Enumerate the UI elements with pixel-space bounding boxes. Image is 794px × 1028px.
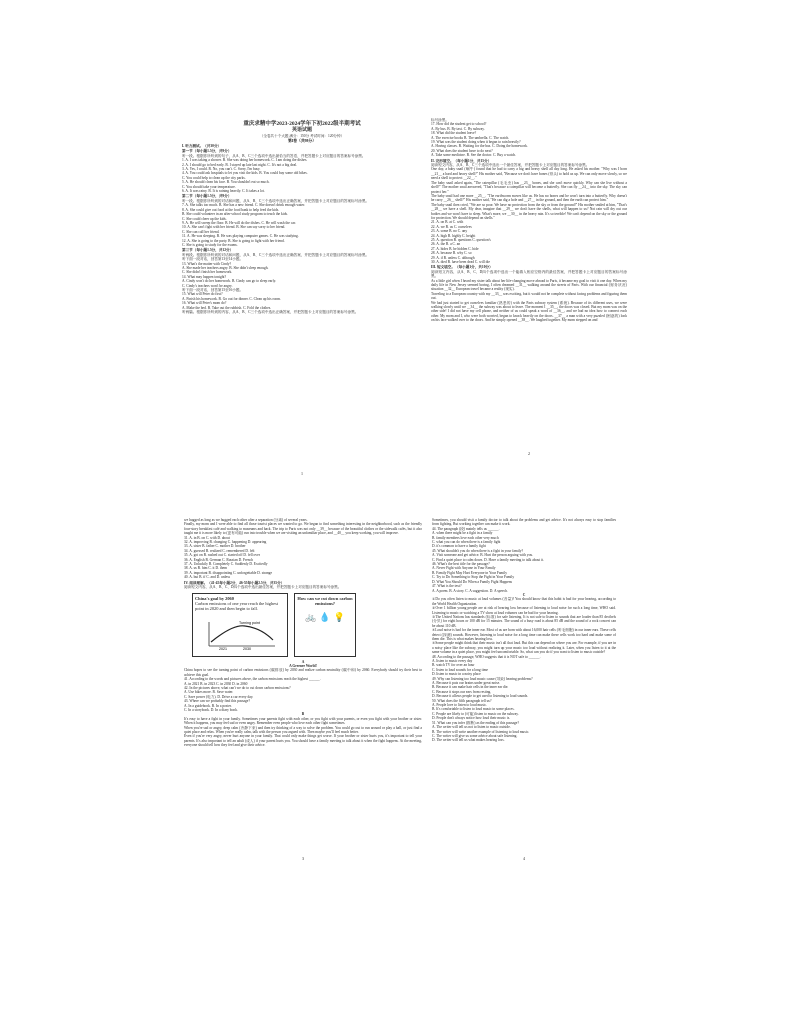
water-drop-icon: 💧 [319, 611, 331, 622]
text-line: 14. What may happen tonight? [182, 274, 227, 279]
text-line: 19. What was the student doing when it began to rain heavily? [431, 140, 521, 145]
text-line: D. listen to music in a noisy place [432, 672, 481, 677]
text-line: 25. A. question B. questions C. question's [431, 237, 491, 242]
text-line: Sometimes, you should visit a family doctor to talk about the problems and get advice. It's not always easy to stop families from fighting. But working together can make it work. [432, 518, 616, 527]
page3-body-top [184, 518, 422, 590]
text-line: The baby snail asked again, "The caterpillar (毛毛虫) has __23__ bones, and she can't move quickly. Why can she live without a shell?" The mother snail answered, "That's because a caterpillar will become a butterfly. She can fly __24__ into the sky. The sky can protect her." [431, 180, 627, 194]
text-line: 11. A. He was sleeping. B. He was playing computer games. C. He was studying. [182, 234, 299, 239]
text-line: One day, a baby snail (蜗牛) found that he had to carry a big and heavy shell all day long. He asked his mother. "Why was I born __21__ a hard and heavy shell?" His mother said, "Because we don't have bones (骨头) to hold us up. We can only move slowly, so we need a shell to protect __22__." [431, 167, 627, 181]
text-line: 15. What will Peter do first? [182, 292, 223, 297]
text-line: A. People love to listen to loud music. [432, 703, 487, 708]
text-line: 13. What's the matter with Cindy? [182, 261, 232, 266]
text-line: 29. A. if B. unless C. although [431, 255, 475, 260]
text-line: C [522, 592, 526, 597]
text-line: C. She can call her friend. [182, 229, 220, 234]
text-line: 42. In the pictures above, what can't we do to cut down carbon emissions? [184, 685, 291, 690]
text-line: A. Never Fight with Anyone in Your Family [432, 566, 496, 571]
text-line: 3. A. Yes, I could. B. No, you can't. C. Sorry, I'm busy. [182, 167, 261, 172]
text-line: 4. A. You could ask hospitals to let you visit the kids. B. You could buy some old bikes. [182, 171, 308, 176]
text-line: C. She could cheer up the kids. [182, 216, 227, 221]
text-line: 33. A. sister B. father C. mother D. brother [184, 544, 246, 549]
text-line: 8. A. She could give out food at the food bank to help feed the kids. [182, 207, 280, 212]
text-line: We had just started to get ourselves familiar (熟悉的) with the Paris subway system (系统). Because of its different uses, we were walking slowly until we __34__ the subway was about to leave. The moment I __35__, the doors was closed. But my mom was on the other side! I did not have my cell phone, and neither of us could speak a word of __36__, and we had no idea how to connect each other. My mom and I, who were both worried, began to knock heavily on the doors. __37__ a man with a very puzzled (困惑的) look on his face walked over to the doors. And he simply opened __38__. We laughed together. My mom stepped on and [431, 300, 627, 323]
text-line: A. listen to music every day [432, 659, 473, 663]
text-line: 37. A. Unluckily B. Completely C. Suddenly D. Excitedly [184, 562, 268, 567]
text-line: A. Take some medicine. B. See the doctor. C. Buy a watch. [431, 153, 517, 158]
text-line: A. Finish his homework. B. Go out for dinner. C. Clean up his room. [182, 296, 281, 301]
text-line: A. Make the bed. B. Take out the rubbish. C. Fold the clothes. [182, 305, 272, 310]
text-line: C. Save power (电力). D. Drive a car every day. [184, 694, 254, 699]
infographic-goal-text: Carbon emissions of one year reach the highest point in 2020 and then begin to fall. [195, 600, 279, 611]
text-line: 听一段。根据你所听到的句子，从A、B、C三个选项中选出最恰当的答语，并把答题卡上对应题目的答案标号涂黑。 [182, 153, 366, 158]
page-number: 1 [301, 470, 303, 476]
page3-body-bottom [184, 660, 422, 748]
text-line: A. By bus. B. By taxi. C. By subway. [431, 126, 485, 131]
text-line: 第二节（每小题1.5分，共9分） [182, 194, 232, 199]
text-line: 23. A. some B. no C. any [431, 229, 468, 234]
text-line: 标号涂黑。 [431, 118, 449, 122]
exam-page-2 [431, 118, 627, 458]
text-line: 20. What does the student have to do next? [431, 148, 493, 153]
page1-body [182, 144, 422, 314]
infographic-goal-box [192, 593, 288, 657]
text-line: 43. Where can we probably find this passage? [184, 699, 250, 704]
exam-page-4 [432, 518, 616, 863]
text-line: 34. A. guessed B. realized C. remembered D. felt [184, 548, 255, 553]
text-line: 16. What will Peter's mom do? [182, 301, 227, 306]
text-line: A. in 2021 B. in 2023 C. in 2030 D. in 2060 [184, 681, 248, 686]
text-line: C. Try to Do Something to Stop the Fight in Your Family [432, 575, 515, 580]
text-line: 6. A. It was rainy. B. It is raining heavily. C. It takes a lot. [182, 189, 265, 194]
text-line: B [301, 712, 305, 717]
exam-subtitle: 英语试题 [291, 128, 312, 133]
text-line: 7. A. She talks too much. B. She has a new friend. C. She doesn't drink enough water. [182, 203, 306, 208]
text-line: 22. A. we B. us C. ourselves [431, 224, 472, 229]
text-line: 18. What did the student leave? [431, 131, 477, 136]
text-line: 31. A. in B. on C. with D. about [184, 535, 230, 540]
text-line: 阅读短文内容，从A、B、C、D四个选项中选出一个能填入相应空格内的最佳答案，并把答题卡上对应题目的答案标号涂黑。 [431, 269, 627, 279]
text-line: 2. A. I should go to bed early. B. I stayed up late last night. C. It's not a big deal. [182, 162, 298, 167]
text-line: 45. What shouldn't you do when there is a fight in your family? [432, 548, 524, 553]
text-line: A. Cindy won't do her homework. B. Cindy can go to sleep early. [182, 279, 277, 284]
text-line: II. 完形填空。（每小题1分，共15分） [431, 158, 492, 163]
text-line: C. Find a quiet place to calm down. D. Have a family meeting to talk about it. [432, 557, 544, 562]
text-line: B. The writer will write another example of listening to loud music. [432, 729, 530, 734]
text-line: A. Visit someone and get advice. B. Hurt the person arguing with you. [432, 553, 534, 558]
text-line: C. listen to loud sounds for a long time [432, 667, 488, 672]
text-line: C. People are likely to (可能) listen to music on the subway. [432, 711, 519, 716]
text-line: 听两段。根据你所听到的对话和问题，从A、B、C三个选项中选出正确答案，并把答题卡上对应题目的答案标号涂黑。 [182, 252, 370, 257]
text-line: 阅读短文内容，从A、B、C三个选项中选出一个最佳答案，并把答题卡上对应题目的答案标号涂黑。 [431, 163, 590, 168]
text-line: D. People don't always notice how loud their music is. [432, 716, 511, 721]
text-line: A. Because it puts our brains under great noise. [432, 681, 501, 686]
text-line: 39. A. important B. disappointing C. unforgettable D. strange [184, 570, 273, 575]
text-line: 41. According to the words and pictures above, the carbon emissions reach the highest ______. [184, 677, 321, 682]
text-line: 阅读短文内容，从A、B、C、D四个选项中选出最佳答案，并把答题卡上对应题目的答案标号涂黑。 [184, 585, 342, 590]
text-line: C. The writer will give us some advice about safe listening. [432, 733, 518, 738]
page2-body [431, 118, 627, 323]
text-line: 28. A. because B. why C. so [431, 251, 472, 256]
text-line: The baby snail then cried, "We are so poor. We have no protection from the sky or from the ground!" His mother smiled at him, "That's __28__ we have a shell. My dear, imagine that __29__ we don't have the shells, what will happen to us? Not rain will dry out our bodies and we won't have to sleep. What's more, we __30__ in the heavy rain. It's so terrible! We can't depend on the sky or the ground for protection. We should depend on shells." [431, 202, 627, 220]
text-line: 44. The paragraph (段) mainly tells us ______. [432, 526, 500, 531]
text-line: B. watch TV for over an hour [432, 663, 475, 668]
text-line: A. when there might be a fight in a family [432, 531, 493, 536]
text-line: 17. How did the student get to school? [431, 122, 487, 127]
text-line: III. 短文填空。（每小题1分，共10分） [431, 265, 493, 270]
text-line: It's easy to have a fight in your family. Sometimes your parents fight with each other, or you fight with your parents, or even you fight with your brother or sister. When it happens, you may feel sad or even angry. Remember even people who love each other fight sometimes. [184, 716, 422, 726]
text-line: we hugged as long as we hugged each other after a separation (分离) of several years. [184, 518, 308, 522]
year-b-label: 2030 [243, 646, 251, 650]
text-line: 30. A. died B. have been dead C. will die [431, 260, 490, 264]
emissions-curve-graphic [205, 620, 277, 650]
text-line: ⑤Some people might think that their music isn't all that loud. But this can depend on where you are. For example, if you are in a noisy place like the subway, you might turn up your music too loud without realizing it. Later, when you listen to it at the same volume in a quiet place, you might feel uncomfortable. So, what can you do if you want to listen to music outside? [432, 641, 616, 655]
text-line: IV. 阅读理解。（41-45每小题2分，46-55每小题2.5分，共35分） [184, 580, 285, 585]
text-line: D. it's common to have a family fight [432, 544, 486, 549]
text-line: 26. A. the B. a C. an [431, 242, 461, 247]
text-line: Traveling to a European country with my __33__ was exciting, but it would not be complete without facing problems and figuring them out. [431, 291, 627, 301]
page-number: 2 [528, 450, 530, 456]
text-line: 21. A. on B. at C. with [431, 220, 464, 225]
text-line: 27. A. hides B. be hidden C. hide [431, 246, 479, 251]
infographic-howto-title: How can we cut down carbon emissions? [297, 595, 353, 606]
text-line: C. Cindy's teachers won't be angry. [182, 283, 233, 288]
text-line: 第一节（每小题1.5分，共9分） [182, 149, 232, 154]
text-line: ②Over 1 billion young people are at risk of hearing loss because of listening to loud noise for such a long time, WHO said. Listening to music or watching a TV show at loud volumes can be bad for your hearing. [432, 606, 616, 615]
exam-note: （全卷共十个大题 满分：150分 考试时间：120分钟） [259, 134, 345, 138]
text-line: 第三节（每小题1.5分，共12分） [182, 248, 234, 253]
text-line: A. A poem. B. A story. C. A suggestion. D. A speech. [432, 588, 508, 593]
text-line: D. Because it allows people to get used to listening to loud sounds. [432, 694, 529, 699]
exam-part-label: 第I卷（共98分） [287, 138, 317, 143]
text-line: C. You could help to clean up the city parks. [182, 175, 246, 180]
text-line: ④Loud noise is bad for the inner ear. Most of us are born with about 16,000 hair cells (听毛细胞) in our inner ears. These cells detect (探测) sounds. However, listening to loud noise for a long time can make these cells work too hard and make some of them die. This is what makes hearing loss. [432, 628, 616, 641]
exam-title: 重庆求精中学2023-2024学年下初2022级半期考试 [243, 121, 361, 127]
text-line: B. It's comfortable to listen to loud music in some places. [432, 707, 515, 712]
turning-point-label: Turning point [239, 620, 260, 625]
text-line: B. Family Fight May Hurt Everyone in Your Family [432, 570, 508, 575]
text-line: 12. A. She is going to the party. B. She is going to fight with her friend. [182, 238, 285, 243]
text-line: A Greener World! [289, 663, 317, 668]
text-line: 38. A. us B. him C. it D. them [184, 566, 228, 571]
text-line: 35. A. got on B. rushed out C. started off D. fell over [184, 553, 260, 558]
text-line: A. Use bikes more. B. Save water. [184, 690, 234, 695]
exam-page-3 [184, 518, 422, 863]
text-line: As a little girl when I heard my sister talk about her life-changing move abroad to Paris, it became my goal to visit it one day. When my daily life in New Jersey seemed boring, I often dreamed __31__ walking around the streets of Paris. With our financial (财务状况) situation __32__ European travel became a reality (现实). [431, 278, 627, 292]
text-line: ①Do you often listen to music at loud volumes (音量)? You should know that this habit is bad for your hearing, according to the World Health Organization. [432, 597, 616, 606]
text-line: The baby snail had one more __25__. "The earthworm moves like us. He has no bones and he won't turn into a butterfly. Why doesn't he carry __26__ shell?" His mother said, "He can dig a hole and __27__ in the ground, and then the earth can protect him." [431, 193, 627, 203]
carbon-infographic [192, 593, 362, 657]
exam-page-1 [182, 118, 422, 478]
text-line: A. The exercise books B. The umbrella. C. The watch. [431, 135, 510, 140]
text-line: 48. According to the passage, WHO suggests that it is NOT safe to ______. [432, 654, 541, 659]
text-line: 49. Why can listening too loud music cause (导致) hearing problems? [432, 676, 533, 681]
text-line: 32. A. improving B. changing C. happening D. appearing [184, 540, 267, 545]
text-line: C. In a storybook. D. In a diary book. [184, 707, 238, 712]
text-line: A. She made her teachers angry. B. She didn't sleep enough. [182, 265, 269, 270]
text-line: C. Because it stops our ears from resting. [432, 689, 492, 694]
text-line: 听下面一段对话，回答第15至16小题。 [182, 288, 244, 292]
text-line: C. what you can do when there is a family fight [432, 540, 501, 545]
text-line: ③The United Nations has standards (标准) for safe listening. It is not safe to listen to sounds that are louder than 85 decibels (分贝) for eight hours or 100 dB for 15 minutes. The sound of a busy road is about 85 dB and the sound of a rock concert can be about 110 dB. [432, 614, 616, 628]
text-line: 听两篇。根据你所听到的内容，从A、B、C三个选项中选出正确答案，并把答题卡上对应题目的答案标号涂黑。 [182, 310, 359, 315]
text-line: A. In a guidebook. B. In a poster. [184, 703, 232, 708]
text-line: 听一段。根据你所听到的对话和问题，从A、B、C三个选项中选出正确答案，并把答题卡上对应题目的答案标号涂黑。 [182, 198, 370, 203]
text-line: C. She is going to study for the exams. [182, 242, 238, 247]
text-line: D. What You Should Do When a Family Fight Happens [432, 579, 513, 584]
page-number: 3 [302, 855, 304, 861]
text-line: Finally, my mom and I were able to find all those tourist places we wanted to go. We began to find something interesting in the neighborhood, such as the friendly four-story breakfast café and walking to museums and back. The trip to Paris was not only __39__ because of the beautiful clothes or the sidewalk cafés, but it also taught me it is more likely to (更有可能) run into trouble when we are visiting an unfamiliar place, and __40__ you keep working, you will improve. [184, 522, 422, 536]
text-line: A. Having classes. B. Waiting for the bus. C. Doing the homework. [431, 144, 528, 149]
text-line: 40. A. but B. if C. and D. unless [184, 575, 231, 580]
infographic-icons [297, 612, 353, 622]
text-line: C. She didn't finish her homework. [182, 270, 233, 275]
lightbulb-icon: 💡 [333, 611, 345, 622]
text-line: 50. What does the fifth paragraph tell us? [432, 698, 492, 703]
infographic-howto-box [294, 593, 356, 657]
text-line: B. family members love each other very much [432, 535, 499, 540]
text-line: 5. A. He should clean his face. B. You shouldn't eat so much. [182, 180, 270, 185]
page4-body [432, 518, 616, 743]
infographic-goal-title: China's goal by 2060 [195, 595, 234, 601]
text-line: 9. A. He will sweep the floor. B. He will do the dishes. C. He will wash the car. [182, 220, 296, 225]
text-line: China hopes to see the turning point of carbon emissions (碳排放) by 2030 and realize carbon neutrality (碳中和) by 2060. Everybody should try their best to achieve this goal. [184, 668, 422, 677]
text-line: 36. A. English B. German C. Russian D. French [184, 557, 253, 562]
text-line: 51. What can you infer (推断) as the ending of this passage? [432, 720, 519, 725]
text-line: 24. A. high B. highly C. height [431, 233, 476, 238]
text-line: I. 听力测试。（共30分） [182, 144, 222, 148]
text-line: A [301, 659, 305, 664]
text-line: B. She could volunteer in an after-school study program to teach the kids. [182, 212, 288, 217]
year-a-label: 2021 [219, 646, 227, 650]
text-line: Even if you're very angry, never hurt anyone in your family. That could only make things get worse. If your brother or sister hurts you, it's important to tell your parents. It's also important to tell an adult (成人) if your parent hurts you. You should have a family meeting to talk about it when the fight happens. At the meeting, everyone should tell how they feel and give their advice. [184, 734, 422, 748]
text-line: D. The writer will tell us what makes hearing loss. [432, 738, 505, 743]
text-line: 听下面一段对话，回答第13至14小题。 [182, 257, 244, 262]
text-line: A. The writer will tell us not to listen to music outside. [432, 725, 511, 730]
text-line: 46. What's the best title for the passage? [432, 562, 490, 567]
text-line: When you're sad or angry, deep calm (冷静下来) and then try thinking of a way to solve the problem. You could go out to run around or play a ball, or just find a quiet place and relax. When you're really calm, talk with the person you argued with. Then maybe you'll feel much better. [184, 725, 422, 734]
text-line: 1. A. I was taking a shower. B. She was doing her homework. C. I am doing the dishes. [182, 158, 308, 163]
page-number: 4 [523, 855, 525, 861]
bike-icon: 🚲 [305, 611, 317, 622]
text-line: B. Because it can make hair cells in the inner ear die. [432, 685, 509, 690]
text-line: C. You should take your temperature. [182, 184, 236, 189]
text-line: 47. What is the text? [432, 584, 462, 589]
text-line: 10. A. She can't fight with her friend. B. She can say sorry to her friend. [182, 225, 286, 230]
